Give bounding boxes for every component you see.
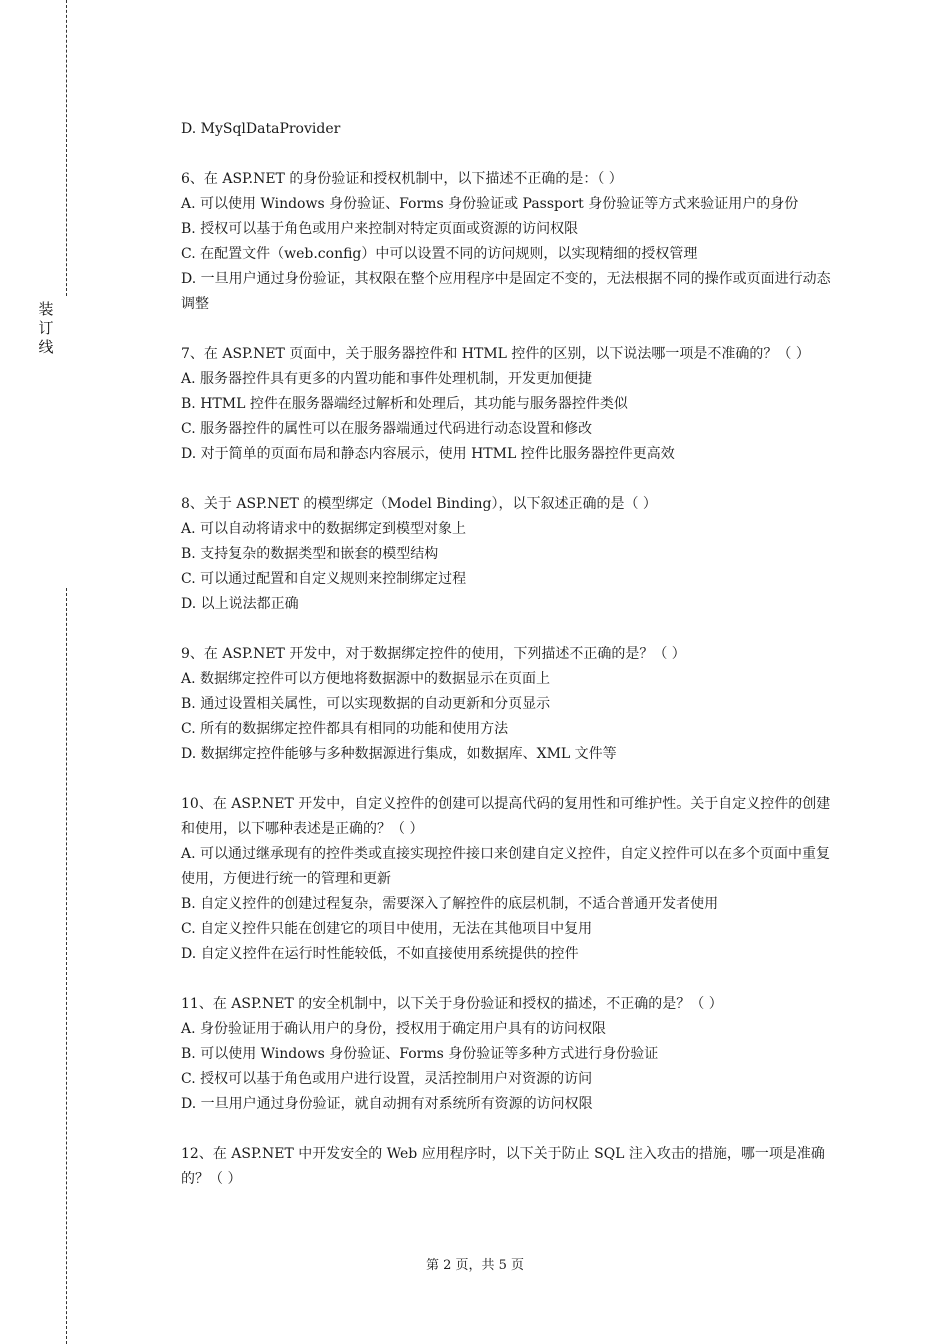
option-c: C. 可以通过配置和自定义规则来控制绑定过程 [181, 571, 467, 587]
option-a: A. 可以使用 Windows 身份验证、Forms 身份验证或 Passport 身份验证等方式来验证用户的身份 [181, 196, 799, 212]
binding-line-top [66, 0, 67, 296]
option-c: C. 服务器控件的属性可以在服务器端通过代码进行动态设置和修改 [181, 421, 593, 437]
option-b: B. 支持复杂的数据类型和嵌套的模型结构 [181, 546, 439, 562]
question-stem: 7、在 ASP.NET 页面中，关于服务器控件和 HTML 控件的区别，以下说法哪一项是不准确的？（ ） [181, 346, 810, 362]
binding-char: 线 [38, 338, 54, 356]
option-c: C. 自定义控件只能在创建它的项目中使用，无法在其他项目中复用 [181, 921, 593, 937]
option-d: D. 一旦用户通过身份验证，其权限在整个应用程序中是固定不变的，无法根据不同的操作或页面进行动态调整 [181, 271, 831, 312]
question-12 [181, 1142, 841, 1192]
option-b: B. 自定义控件的创建过程复杂，需要深入了解控件的底层机制，不适合普通开发者使用 [181, 896, 719, 912]
option-d: D. 一旦用户通过身份验证，就自动拥有对系统所有资源的访问权限 [181, 1096, 593, 1112]
option-b: B. 授权可以基于角色或用户来控制对特定页面或资源的访问权限 [181, 221, 579, 237]
option-a: A. 可以自动将请求中的数据绑定到模型对象上 [181, 521, 467, 537]
option-c: C. 授权可以基于角色或用户进行设置，灵活控制用户对资源的访问 [181, 1071, 593, 1087]
question-11 [181, 992, 841, 1117]
option-a: A. 身份验证用于确认用户的身份，授权用于确定用户具有的访问权限 [181, 1021, 607, 1037]
option-a: A. 服务器控件具有更多的内置功能和事件处理机制，开发更加便捷 [181, 371, 593, 387]
binding-char: 订 [38, 319, 54, 337]
option-d: D. 对于简单的页面布局和静态内容展示，使用 HTML 控件比服务器控件更高效 [181, 446, 675, 462]
option-b: B. 可以使用 Windows 身份验证、Forms 身份验证等多种方式进行身份验证 [181, 1046, 659, 1062]
option-c: C. 在配置文件（web.config）中可以设置不同的访问规则，以实现精细的授权管理 [181, 246, 698, 262]
option-b: B. HTML 控件在服务器端经过解析和处理后，其功能与服务器控件类似 [181, 396, 628, 412]
option-a: A. 可以通过继承现有的控件类或直接实现控件接口来创建自定义控件，自定义控件可以在多个页面中重复使用，方便进行统一的管理和更新 [181, 846, 831, 887]
question-stem: 9、在 ASP.NET 开发中，对于数据绑定控件的使用，下列描述不正确的是？（ ） [181, 646, 686, 662]
question-8 [181, 492, 841, 617]
question-stem: 8、关于 ASP.NET 的模型绑定（Model Binding），以下叙述正确的是（ ） [181, 496, 657, 512]
option-a: A. 数据绑定控件可以方便地将数据源中的数据显示在页面上 [181, 671, 551, 687]
binding-line-bottom [66, 588, 67, 1344]
question-9 [181, 642, 841, 767]
question-stem: 12、在 ASP.NET 中开发安全的 Web 应用程序时，以下关于防止 SQL 注入攻击的措施，哪一项是准确的？（ ） [181, 1146, 825, 1187]
question-stem: 6、在 ASP.NET 的身份验证和授权机制中，以下描述不正确的是：（ ） [181, 171, 623, 187]
binding-char: 装 [38, 300, 54, 318]
question-stem: 10、在 ASP.NET 开发中，自定义控件的创建可以提高代码的复用性和可维护性。关于自定义控件的创建和使用，以下哪种表述是正确的？（ ） [181, 796, 831, 837]
option-d: D. 数据绑定控件能够与多种数据源进行集成，如数据库、XML 文件等 [181, 746, 617, 762]
option-b: B. 通过设置相关属性，可以实现数据的自动更新和分页显示 [181, 696, 551, 712]
question-7 [181, 342, 841, 467]
binding-label [36, 300, 56, 357]
question-6 [181, 167, 841, 317]
option-d: D. 自定义控件在运行时性能较低，不如直接使用系统提供的控件 [181, 946, 579, 962]
question-stem: 11、在 ASP.NET 的安全机制中，以下关于身份验证和授权的描述，不正确的是？（ ） [181, 996, 723, 1012]
option-c: C. 所有的数据绑定控件都具有相同的功能和使用方法 [181, 721, 509, 737]
question-content [181, 117, 841, 1192]
question-10 [181, 792, 841, 967]
page-number-footer: 第 2 页，共 5 页 [425, 1258, 525, 1273]
previous-question-option: D. MySqlDataProvider [181, 121, 341, 137]
option-d: D. 以上说法都正确 [181, 596, 299, 612]
